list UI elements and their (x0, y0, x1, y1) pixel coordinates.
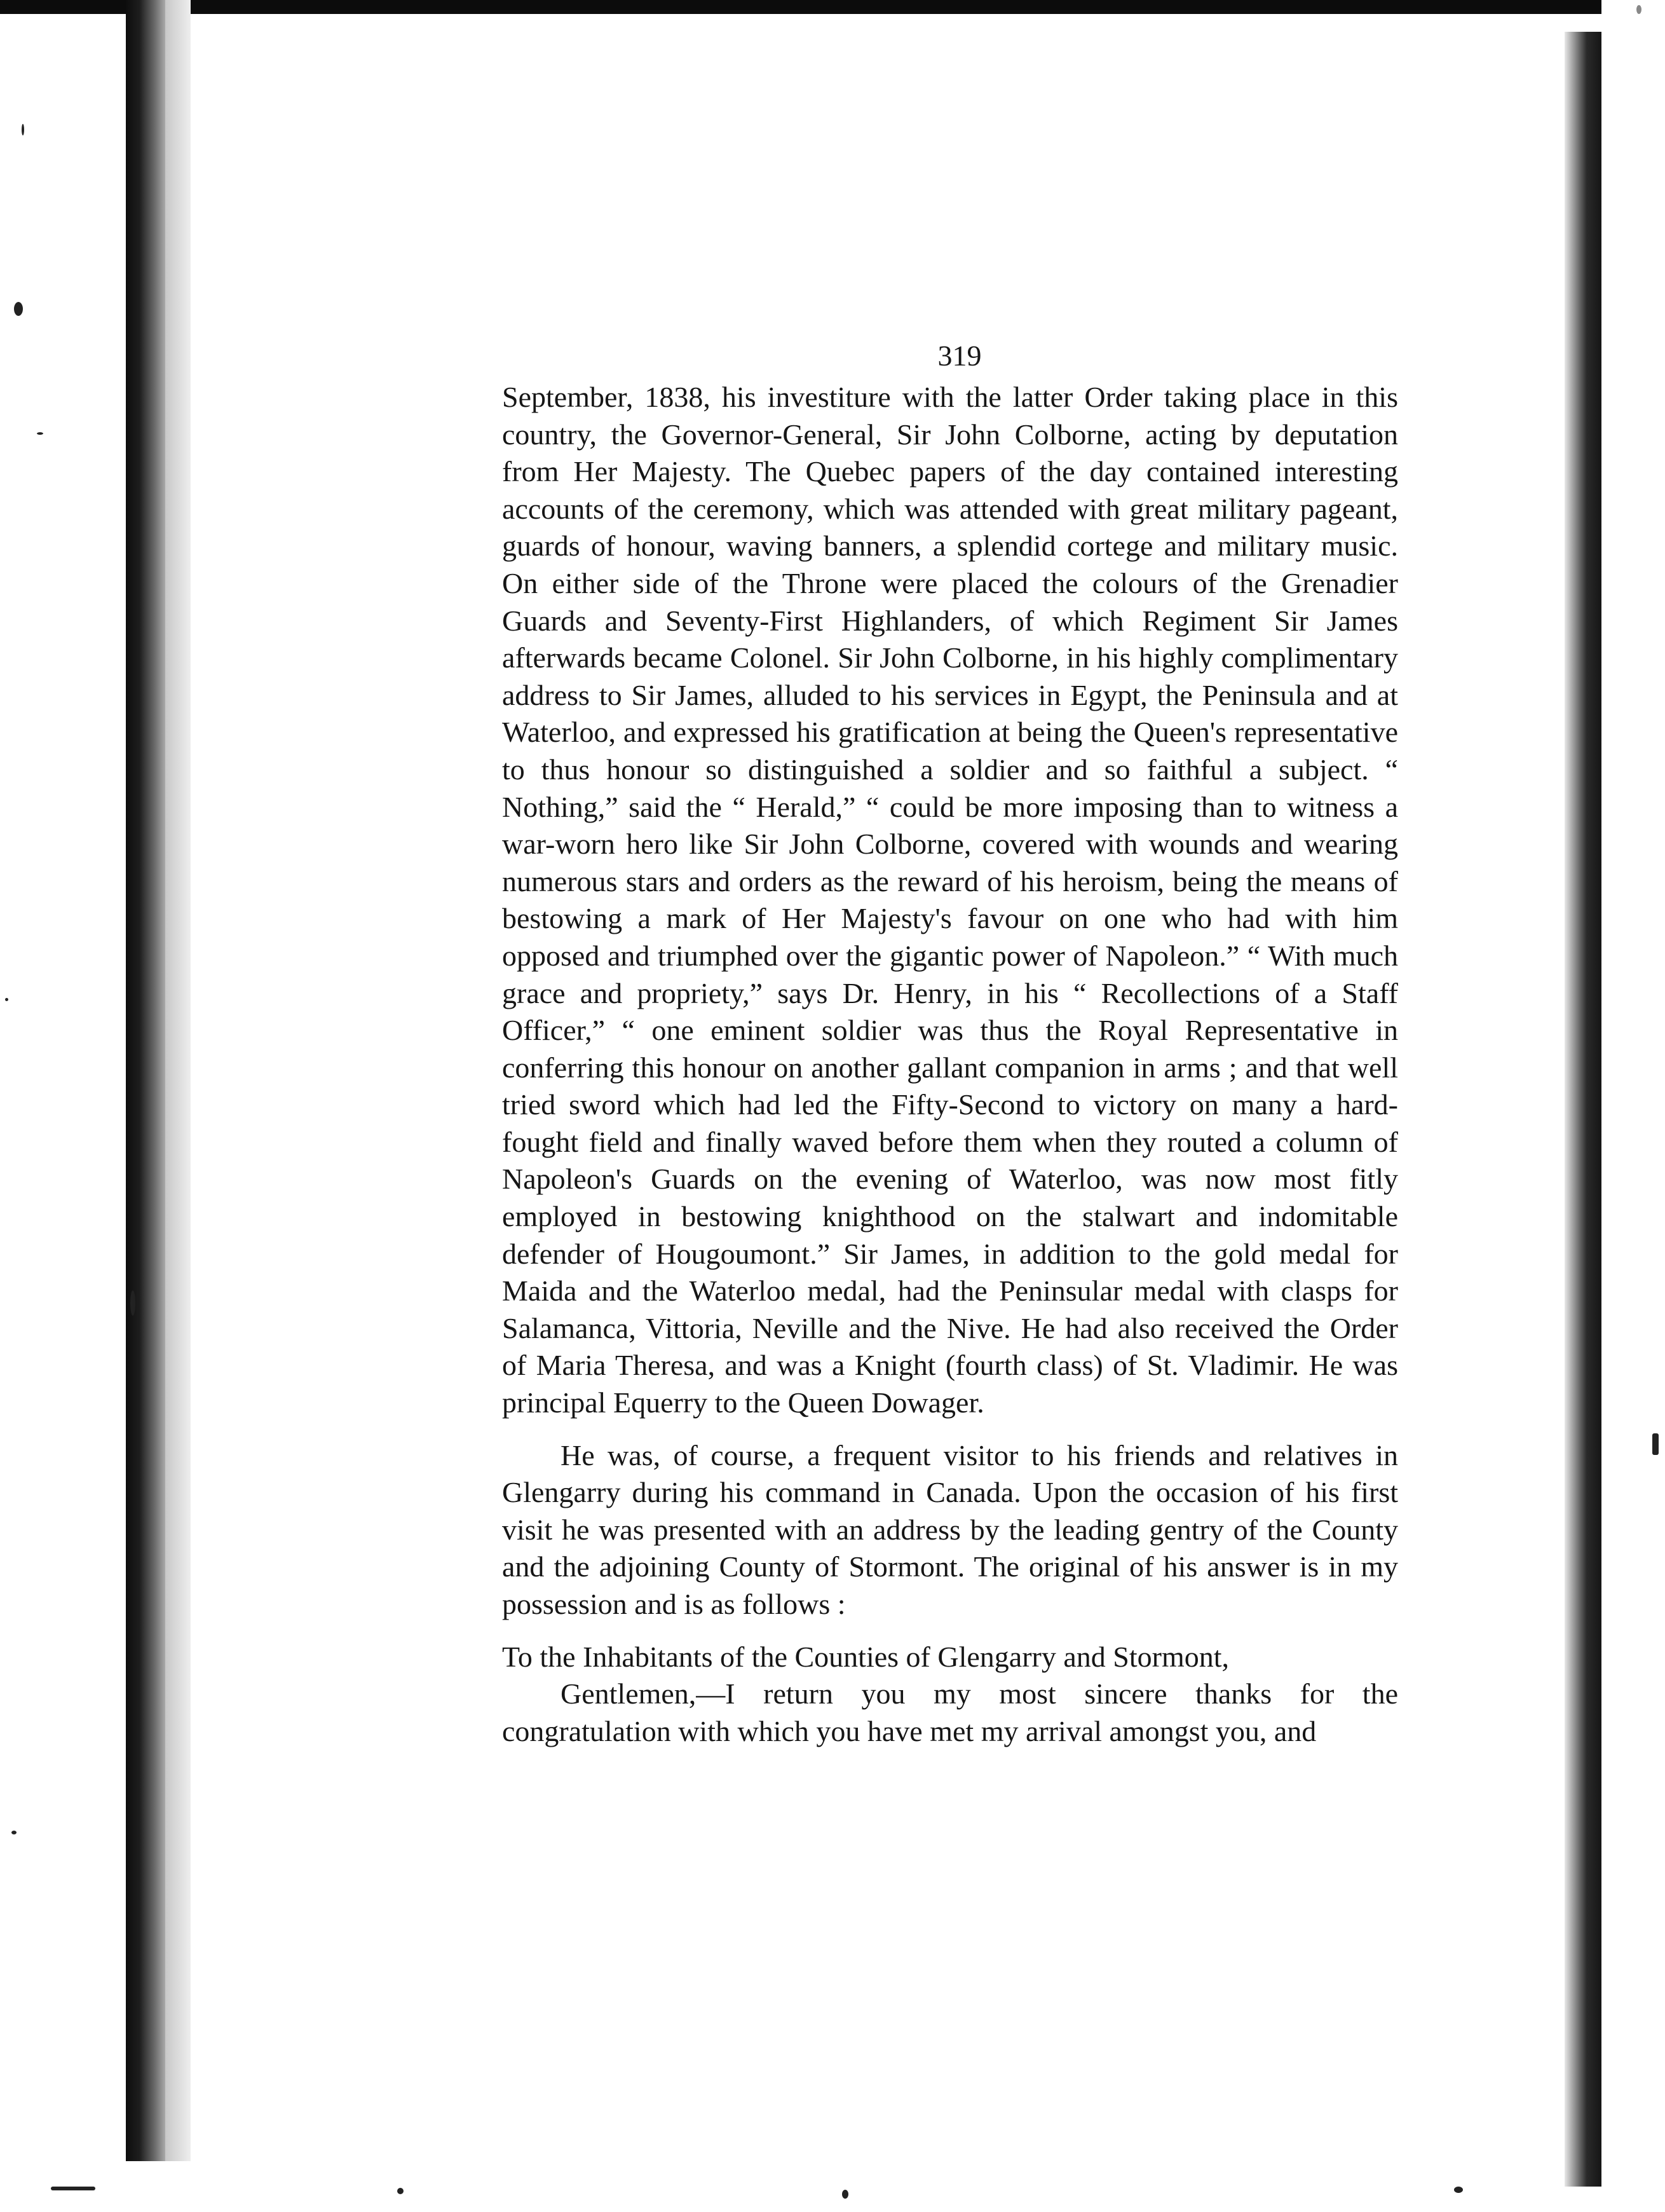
scan-speck (22, 124, 24, 135)
scan-right-margin (1601, 0, 1665, 2212)
page-text-block (502, 337, 1398, 1750)
book-spine-left (126, 0, 165, 2161)
scan-speck (37, 432, 43, 435)
scan-speck (842, 2190, 848, 2199)
scan-speck (5, 998, 8, 1001)
scan-speck (14, 302, 23, 316)
body-paragraph: He was, of course, a frequent visitor to his friends and relatives in Glengarry during his command in Canada. Upon the occasion of his first visit he was presented with an address by the leading gentry of the County and the adjoining County of Stormont. The original of his answer is in my possession and is as follows : (502, 1438, 1398, 1620)
scan-speck (11, 1831, 17, 1834)
scan-speck (1636, 5, 1641, 14)
scan-speck (1454, 2187, 1463, 2193)
body-paragraph: September, 1838, his investiture with the latter Order taking place in this country, the Governor-General, Sir John Colborne, acting by deputation from Her Majesty. The Quebec papers of the day contained interesting accounts of the ceremony, which was attended with great military pageant, guards of honour, waving banners, a splendid cortege and military music. On either side of the Throne were placed the colours of the Grenadier Guards and Seventy-First Highlanders, of which Regiment Sir James afterwards became Colonel. Sir John Colborne, in his highly complimentary address to Sir James, alluded to his services in Egypt, the Peninsula and at Waterloo, and expressed his gratification at being the Queen's representative to thus honour so distinguished a soldier and so faithful a subject. “ Nothing,” said the “ Herald,” “ could be more imposing than to witness a war-worn hero like Sir John Colborne, covered with wounds and wearing numerous stars and orders as the reward of his heroism, being the means of bestowing a mark of Her Majesty's favour on one who had with him opposed and triumphed over the gigantic power of Napoleon.” “ With much grace and propriety,” says Dr. Henry, in his “ Recollections of a Staff Officer,” “ one eminent soldier was thus the Royal Representative in conferring this honour on another gallant companion in arms ; and that well tried sword which had led the Fifty-Second to victory on many a hard-fought field and finally waved before them when they routed a column of Napoleon's Guards on the evening of Waterloo, was now most fitly employed in bestowing knighthood on the stalwart and indomitable defender of Hougoumont.” Sir James, in addition to the gold medal for Maida and the Waterloo medal, had the Peninsular medal with clasps for Salamanca, Vittoria, Neville and the Nive. He had also received the Order of Maria Theresa, and was a Knight (fourth class) of St. Vladimir. He was principal Equerry to the Queen Dowager. (502, 381, 1398, 1419)
gutter-shadow (165, 0, 191, 2161)
scan-speck (397, 2188, 404, 2194)
scan-bottom-margin (0, 2194, 1665, 2212)
book-edge-right (1565, 32, 1601, 2187)
scan-top-border (0, 0, 1665, 14)
letter-salutation: To the Inhabitants of the Counties of Glengarry and Stormont, (502, 1640, 1230, 1673)
scan-speck (51, 2187, 95, 2190)
letter-body: Gentlemen,—I return you my most sincere thanks for the congratulation with which you have met my arrival amongst you, and (502, 1677, 1398, 1747)
page-number: 319 (937, 339, 982, 372)
scan-speck (1652, 1433, 1659, 1455)
scan-speck (130, 1290, 135, 1316)
